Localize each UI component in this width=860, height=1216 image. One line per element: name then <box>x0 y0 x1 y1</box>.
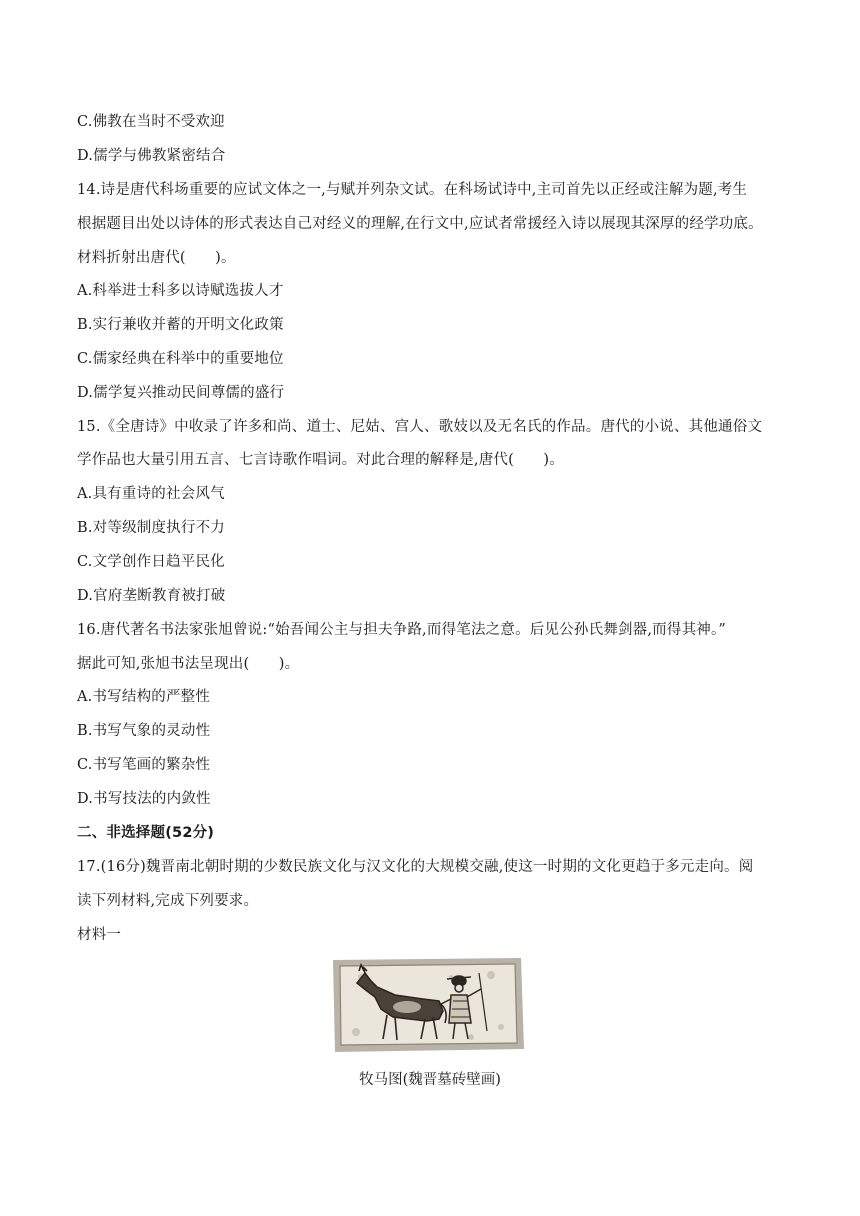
q15-option-b: B.对等级制度执行不力 <box>77 520 225 536</box>
q14-stem-line3: 材料折射出唐代( )。 <box>77 250 236 266</box>
q17-stem-line2: 读下列材料,完成下列要求。 <box>77 893 259 909</box>
q15-stem-line1: 15.《全唐诗》中收录了许多和尚、道士、尼姑、宫人、歌妓以及无名氏的作品。唐代的小说、其他通俗文 <box>77 419 763 435</box>
q15-option-d: D.官府垄断教育被打破 <box>77 588 226 604</box>
figure-caption: 牧马图(魏晋墓砖壁画) <box>359 1072 501 1088</box>
q14-stem-line2: 根据题目出处以诗体的形式表达自己对经义的理解,在行文中,应试者常援经入诗以展现其深厚的经学功底。 <box>77 216 763 232</box>
q17-material-label: 材料一 <box>77 927 122 943</box>
q16-option-c: C.书写笔画的繁杂性 <box>77 757 211 773</box>
q14-option-c: C.儒家经典在科举中的重要地位 <box>77 351 284 367</box>
q16-stem-line2: 据此可知,张旭书法呈现出( )。 <box>77 656 300 672</box>
q14-stem-line1: 14.诗是唐代科场重要的应试文体之一,与赋并列杂文试。在科场试诗中,主司首先以正经或注解为题,考生 <box>77 182 748 198</box>
q13-option-c: C.佛教在当时不受欢迎 <box>77 114 225 130</box>
q14-option-d: D.儒学复兴推动民间尊儒的盛行 <box>77 385 285 401</box>
q13-option-d: D.儒学与佛教紧密结合 <box>77 148 226 164</box>
q15-stem-line2: 学作品也大量引用五言、七言诗歌作唱词。对此合理的解释是,唐代( )。 <box>77 452 564 468</box>
q14-option-b: B.实行兼收并蓄的开明文化政策 <box>77 317 284 333</box>
q16-stem-line1: 16.唐代著名书法家张旭曾说:“始吾闻公主与担夫争路,而得笔法之意。后见公孙氏舞剑器,而得其神。” <box>77 622 727 638</box>
q16-option-d: D.书写技法的内敛性 <box>77 791 211 807</box>
herding-horse-mural-image <box>331 957 525 1053</box>
q15-option-c: C.文学创作日趋平民化 <box>77 554 225 570</box>
q17-stem-line1: 17.(16分)魏晋南北朝时期的少数民族文化与汉文化的大规模交融,使这一时期的文化更趋于多元走向。阅 <box>77 859 754 875</box>
section-heading: 二、非选择题(52分) <box>77 825 215 841</box>
q16-option-a: A.书写结构的严整性 <box>77 689 211 705</box>
q14-option-a: A.科举进士科多以诗赋选拔人才 <box>77 283 284 299</box>
q16-option-b: B.书写气象的灵动性 <box>77 723 211 739</box>
q15-option-a: A.具有重诗的社会风气 <box>77 486 225 502</box>
